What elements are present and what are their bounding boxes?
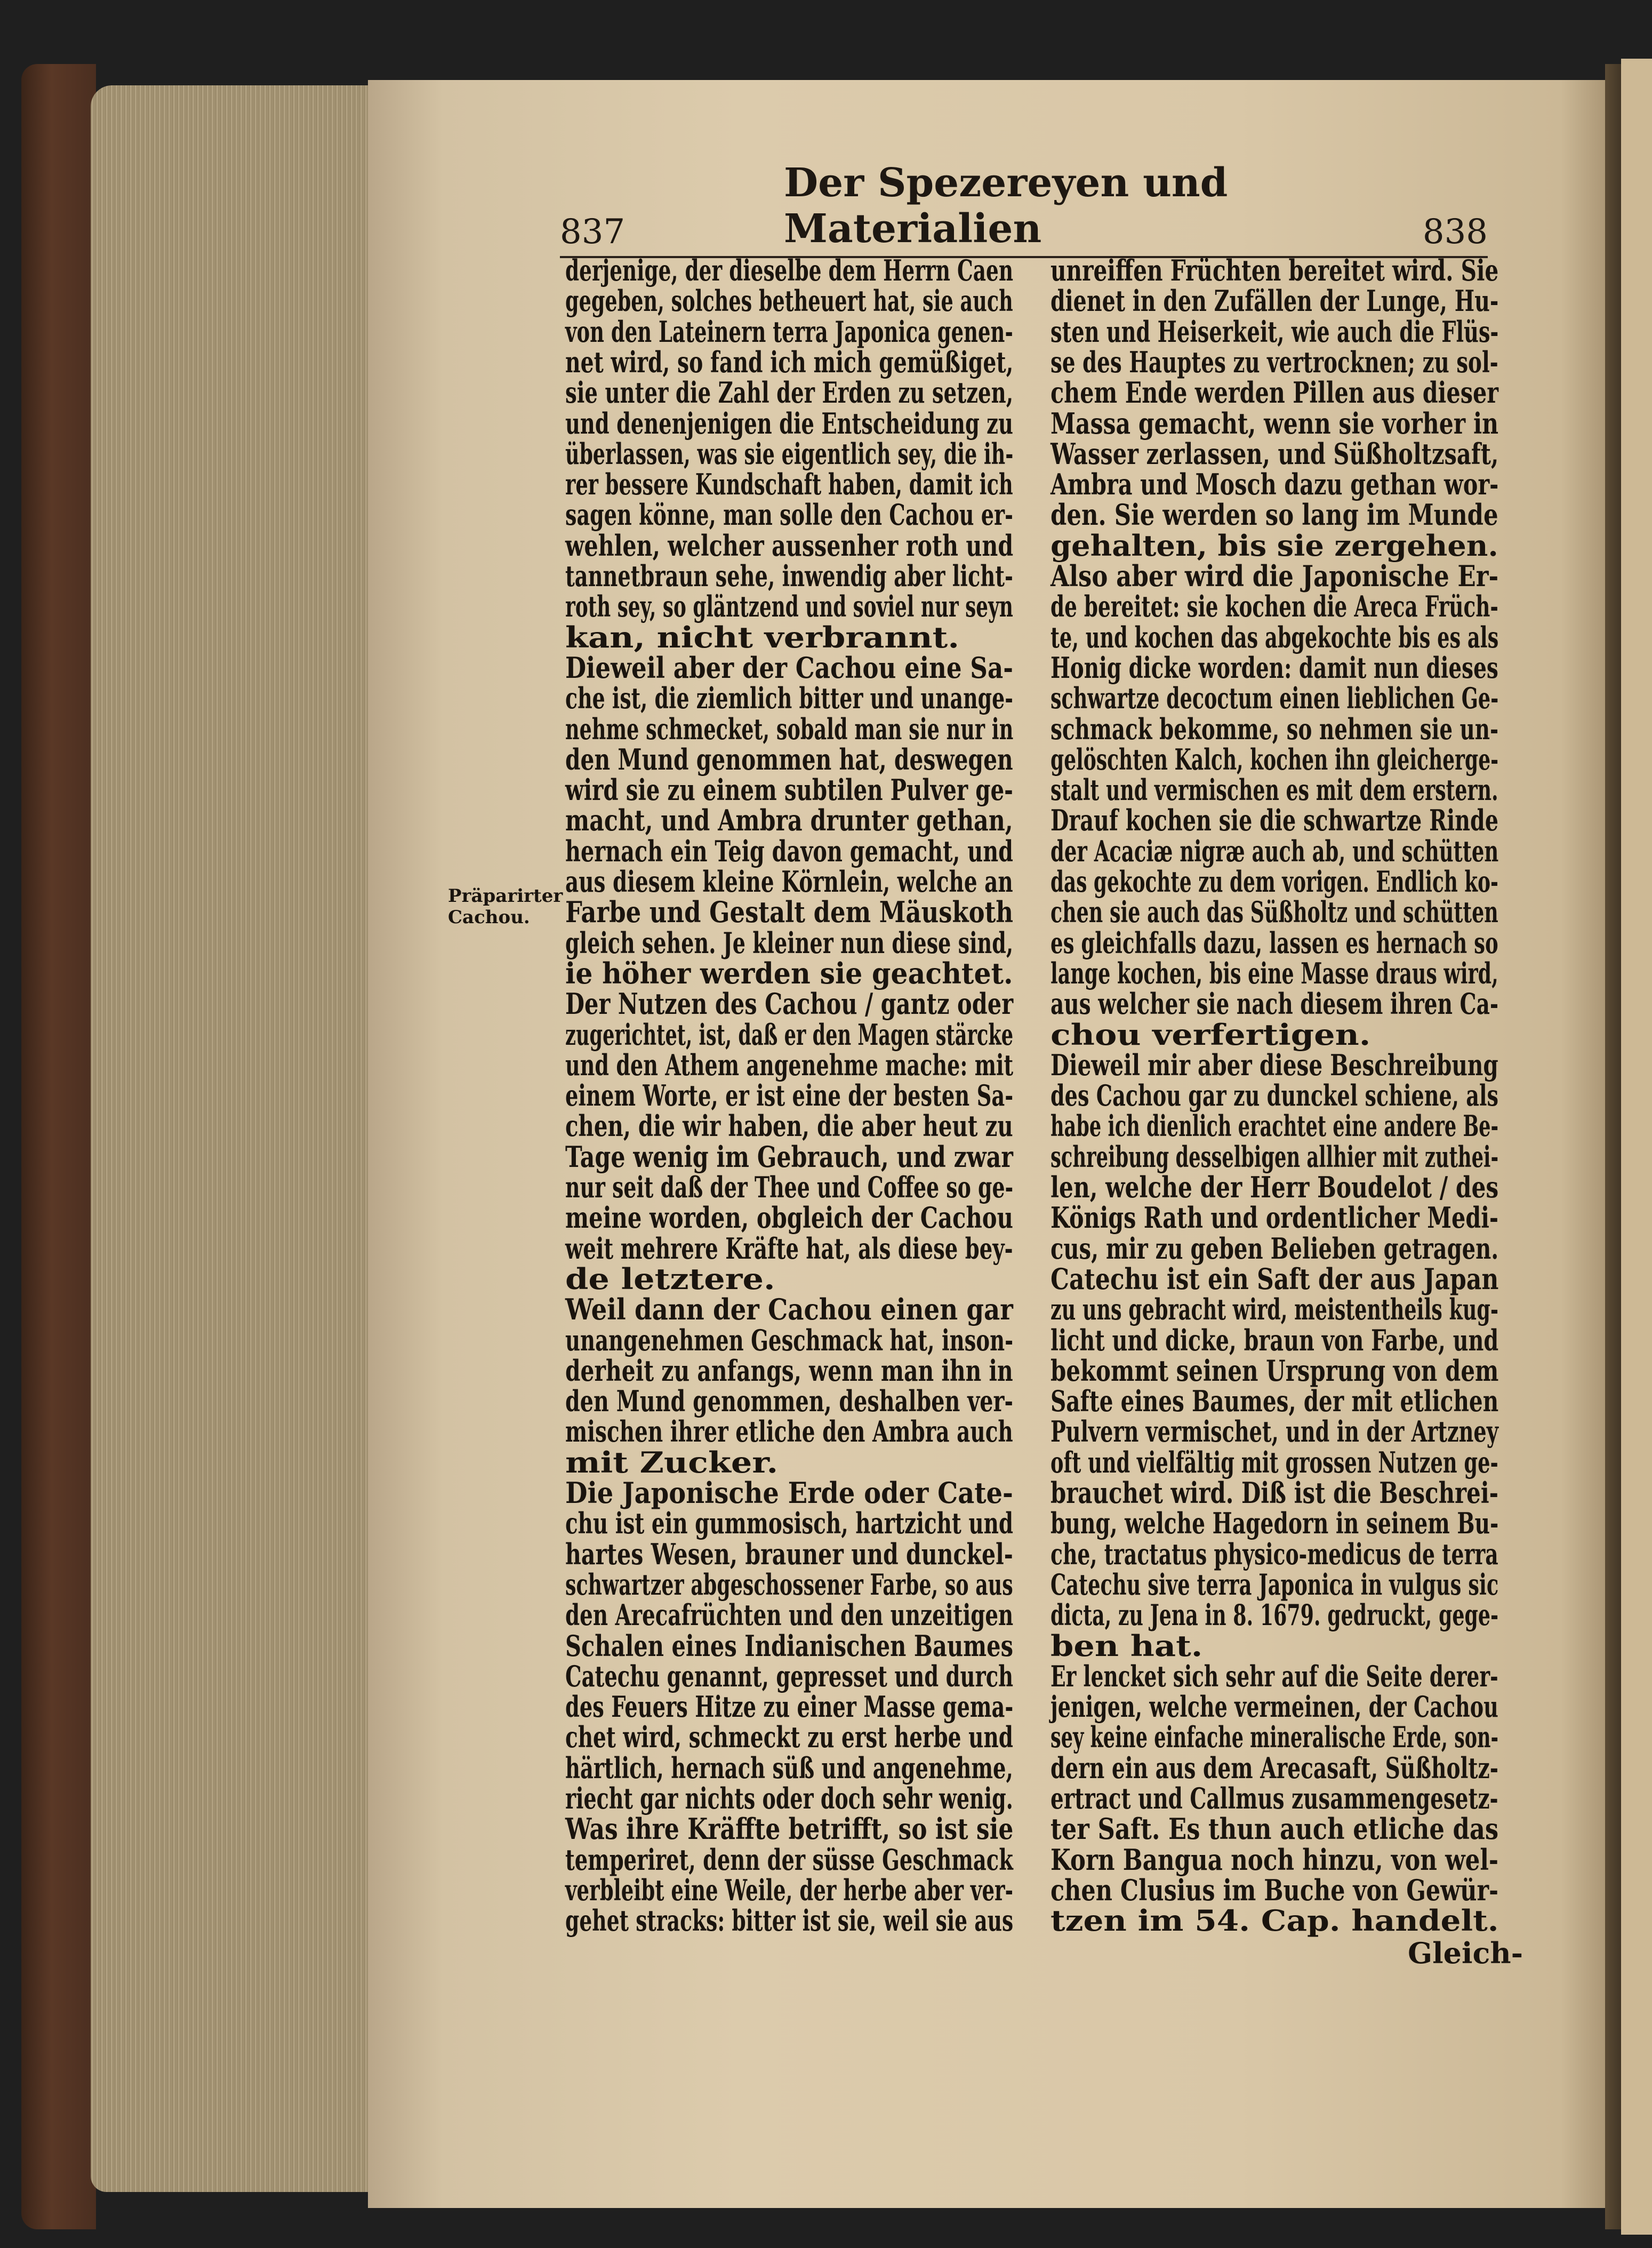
text-line: riecht gar nichts oder doch sehr wenig. <box>565 1781 1013 1815</box>
text-column-left <box>565 253 1024 1963</box>
running-header <box>560 160 1488 258</box>
text-line: Tage wenig im Gebrauch, und zwar <box>565 1139 1013 1174</box>
text-line: Korn Bangua noch hinzu, von wel- <box>1050 1842 1498 1877</box>
text-line: gehet stracks: bitter ist sie, weil sie aus <box>565 1903 1014 1938</box>
text-line: kan, nicht verbrannt. <box>565 620 959 654</box>
text-line: aus welcher sie nach diesem ihren Ca- <box>1050 987 1499 1021</box>
text-line: Catechu genannt, gepresset und durch <box>565 1659 1014 1693</box>
page-number-right: 838 <box>1422 212 1488 252</box>
text-line: den Arecafrüchten und den unzeitigen <box>565 1598 1014 1633</box>
text-line: Ambra und Mosch dazu gethan wor- <box>1050 467 1499 502</box>
text-line: gehalten, bis sie zergehen. <box>1050 528 1498 563</box>
text-line: wird sie zu einem subtilen Pulver ge- <box>565 773 1013 807</box>
text-line: zugerichtet, ist, daß er den Magen stärcke <box>565 1017 1014 1052</box>
text-line: sie unter die Zahl der Erden zu setzen, <box>565 375 1014 410</box>
text-line: hartes Wesen, brauner und dunckel- <box>565 1537 1013 1571</box>
text-line: cus, mir zu geben Belieben getragen. <box>1050 1231 1499 1266</box>
text-line: derjenige, der dieselbe dem Herrn Caen <box>565 253 1014 287</box>
text-line: Drauf kochen sie die schwartze Rinde <box>1050 803 1499 838</box>
text-line: und den Athem angenehme mache: mit <box>565 1047 1014 1082</box>
text-line: chet wird, schmeckt zu erst herbe und <box>565 1720 1014 1755</box>
text-line: Also aber wird die Japonische Er- <box>1050 559 1499 593</box>
text-line: den Mund genommen, deshalben ver- <box>565 1384 1013 1419</box>
text-line: de bereitet: sie kochen die Areca Früch- <box>1050 589 1498 624</box>
text-line: derheit zu anfangs, wenn man ihn in <box>565 1353 1013 1388</box>
book-cover-left <box>21 64 96 2229</box>
text-line: Honig dicke worden: damit nun dieses <box>1050 650 1498 685</box>
text-line: gelöschten Kalch, kochen ihn gleicherge- <box>1050 742 1499 777</box>
text-line: se des Hauptes zu vertrocknen; zu sol- <box>1050 345 1498 379</box>
text-line: gegeben, solches betheuert hat, sie auch <box>565 284 1013 318</box>
text-line: sagen könne, man solle den Cachou er- <box>565 498 1013 532</box>
text-line: Pulvern vermischet, und in der Artzney <box>1050 1414 1498 1449</box>
text-line: rer bessere Kundschaft haben, damit ich <box>565 467 1013 502</box>
text-line: mit Zucker. <box>565 1445 779 1479</box>
text-column-right <box>1050 253 1509 1963</box>
text-line: ben hat. <box>1050 1628 1203 1663</box>
text-line: aus diesem kleine Körnlein, welche an <box>565 865 1013 899</box>
text-line: dern ein aus dem Arecasaft, Süßholtz- <box>1050 1750 1498 1785</box>
text-line: Massa gemacht, wenn sie vorher in <box>1050 406 1499 441</box>
text-line: che, tractatus physico-medicus de terra <box>1050 1537 1498 1571</box>
text-line: den. Sie werden so lang im Munde <box>1050 498 1498 532</box>
text-line: nur seit daß der Thee und Coffee so ge- <box>565 1170 1014 1204</box>
text-line: der Acaciæ nigræ auch ab, und schütten <box>1050 834 1499 868</box>
text-line: chen, die wir haben, die aber heut zu <box>565 1109 1013 1143</box>
text-line: habe ich dienlich erachtet eine andere Be- <box>1050 1109 1499 1143</box>
text-line: len, welche der Herr Boudelot / des <box>1050 1170 1499 1204</box>
text-line: Weil dann der Cachou einen gar <box>565 1292 1013 1327</box>
text-line: hernach ein Teig davon gemacht, und <box>565 834 1014 868</box>
text-line: stalt und vermischen es mit dem erstern. <box>1050 773 1498 807</box>
text-line: che ist, die ziemlich bitter und unange- <box>565 681 1013 716</box>
text-line: chu ist ein gummosisch, hartzicht und <box>565 1506 1014 1541</box>
text-line: Dieweil mir aber diese Beschreibung <box>1050 1047 1498 1082</box>
text-line: macht, und Ambra drunter gethan, <box>565 803 1013 838</box>
text-line: gleich sehen. Je kleiner nun diese sind, <box>565 925 1014 960</box>
text-line: bung, welche Hagedorn in seinem Bu- <box>1050 1506 1499 1541</box>
text-line: Er lencket sich sehr auf die Seite derer- <box>1050 1659 1498 1693</box>
text-line: härtlich, hernach süß und angenehme, <box>565 1750 1013 1785</box>
text-line: meine worden, obgleich der Cachou <box>565 1201 1013 1235</box>
text-line: das gekochte zu dem vorigen. Endlich ko- <box>1050 865 1498 899</box>
text-line: es gleichfalls dazu, lassen es hernach so <box>1050 925 1498 960</box>
text-line: dienet in den Zufällen der Lunge, Hu- <box>1050 284 1499 318</box>
text-line: de letztere. <box>565 1261 775 1296</box>
text-line: einem Worte, er ist eine der besten Sa- <box>565 1078 1014 1113</box>
text-line: tannetbraun sehe, inwendig aber licht- <box>565 559 1013 593</box>
text-line: unangenehmen Geschmack hat, inson- <box>565 1323 1014 1357</box>
text-line: mischen ihrer etliche den Ambra auch <box>565 1414 1013 1449</box>
text-line: des Feuers Hitze zu einer Masse gema- <box>565 1690 1014 1724</box>
text-line: Der Nutzen des Cachou / gantz oder <box>565 987 1014 1021</box>
text-line: sey keine einfache mineralische Erde, son- <box>1050 1720 1499 1755</box>
text-line: Catechu sive terra Japonica in vulgus sic <box>1050 1567 1499 1602</box>
text-line: Dieweil aber der Cachou eine Sa- <box>565 650 1013 685</box>
text-line: verbleibt eine Weile, der herbe aber ver- <box>565 1873 1013 1907</box>
text-line: brauchet wird. Diß ist die Beschrei- <box>1050 1476 1499 1510</box>
text-line: ter Saft. Es thun auch etliche das <box>1050 1812 1499 1846</box>
running-title: Der Spezereyen und Materialien <box>784 160 1228 252</box>
text-line: den Mund genommen hat, deswegen <box>565 742 1013 777</box>
text-line: und denenjenigen die Entscheidung zu <box>565 406 1013 441</box>
text-line: Farbe und Gestalt dem Mäuskoth <box>565 895 1013 930</box>
text-line: bekommt seinen Ursprung von dem <box>1050 1353 1499 1388</box>
text-line: Safte eines Baumes, der mit etlichen <box>1050 1384 1499 1419</box>
text-line: net wird, so fand ich mich gemüßiget, <box>565 345 1014 379</box>
text-line: licht und dicke, braun von Farbe, und <box>1050 1323 1499 1357</box>
text-line: weit mehrere Kräfte hat, als diese bey- <box>565 1231 1013 1266</box>
text-line: dicta, zu Jena in 8. 1679. gedruckt, gege- <box>1050 1598 1499 1633</box>
facing-page-edge <box>1621 59 1652 2235</box>
text-line: ie höher werden sie geachtet. <box>565 956 1013 990</box>
text-line: zu uns gebracht wird, meistentheils kug- <box>1050 1292 1499 1327</box>
text-line: chen Clusius im Buche von Gewür- <box>1050 1873 1498 1907</box>
text-line: jenigen, welche vermeinen, der Cachou <box>1050 1690 1498 1724</box>
text-line: des Cachou gar zu dunckel schiene, als <box>1050 1078 1499 1113</box>
page-edges <box>91 85 379 2192</box>
text-line: te, und kochen das abgekochte bis es als <box>1050 620 1499 654</box>
page-number-left: 837 <box>560 212 625 252</box>
text-line: Wasser zerlassen, und Süßholtzsaft, <box>1050 436 1499 471</box>
text-line: schreibung desselbigen allhier mit zuthei- <box>1050 1139 1499 1174</box>
text-line: Die Japonische Erde oder Cate- <box>565 1476 1013 1510</box>
text-line: lange kochen, bis eine Masse draus wird, <box>1050 956 1498 990</box>
text-line: unreiffen Früchten bereitet wird. Sie <box>1050 253 1499 287</box>
text-line: chem Ende werden Pillen aus dieser <box>1050 375 1499 410</box>
text-line: von den Lateinern terra Japonica genen- <box>565 314 1013 349</box>
margin-note: Präparirter Cachou. <box>448 885 563 928</box>
text-line: temperiret, denn der süsse Geschmack <box>565 1842 1013 1877</box>
text-line: Königs Rath und ordentlicher Medi- <box>1050 1201 1499 1235</box>
text-line: schwartzer abgeschossener Farbe, so aus <box>565 1567 1013 1602</box>
text-line: oft und vielfältig mit grossen Nutzen ge- <box>1050 1445 1498 1479</box>
text-line: chen sie auch das Süßholtz und schütten <box>1050 895 1498 930</box>
text-line: Schalen eines Indianischen Baumes <box>565 1628 1014 1663</box>
text-line: Was ihre Kräffte betrifft, so ist sie <box>565 1812 1014 1846</box>
text-line: überlassen, was sie eigentlich sey, die ih- <box>565 436 1014 471</box>
text-line: sten und Heiserkeit, wie auch die Flüs- <box>1050 314 1499 349</box>
text-line: ertract und Callmus zusammengesetz- <box>1050 1781 1498 1815</box>
text-line: wehlen, welcher aussenher roth und <box>565 528 1014 563</box>
text-line: chou verfertigen. <box>1050 1017 1371 1052</box>
text-line: schwartze decoctum einen lieblichen Ge- <box>1050 681 1499 716</box>
text-line: nehme schmecket, sobald man sie nur in <box>565 711 1014 746</box>
text-line: roth sey, so gläntzend und soviel nur seyn <box>565 589 1013 624</box>
text-line: schmack bekomme, so nehmen sie un- <box>1050 711 1499 746</box>
text-line: Catechu ist ein Saft der aus Japan <box>1050 1261 1499 1296</box>
catchword: Gleich- <box>1408 1936 1523 1970</box>
text-line: tzen im 54. Cap. handelt. <box>1050 1903 1499 1938</box>
